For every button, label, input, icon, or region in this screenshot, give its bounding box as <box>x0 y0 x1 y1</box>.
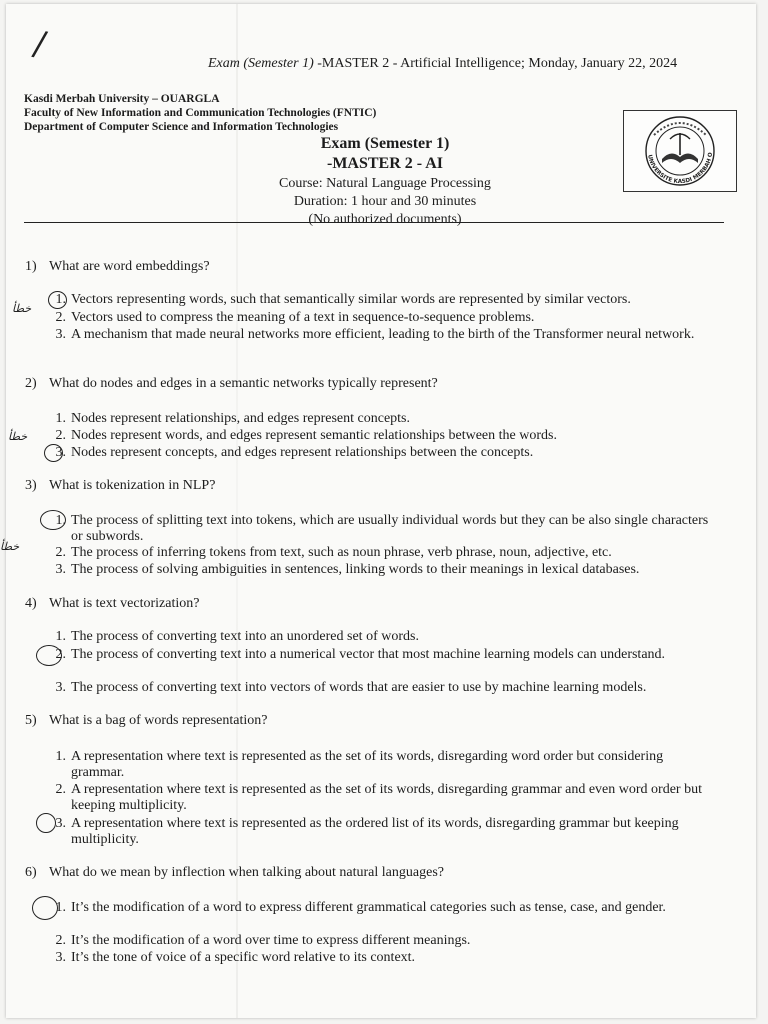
answer-circle-mark <box>40 510 66 530</box>
q5-option-2: 2. A representation where text is represented as the set of its words, disregarding grammar and even word order but keeping multiplicity. <box>55 782 702 813</box>
university-logo <box>623 110 737 192</box>
exam-title-block <box>240 134 530 228</box>
q6-option-1: 1. It’s the modification of a word to express different grammatical categories such as tense, case, and gender. <box>55 900 666 915</box>
department-name: Department of Computer Science and Information Technologies <box>24 121 339 133</box>
q2-option-1: 1. Nodes represent relationships, and edges represent concepts. <box>55 411 410 426</box>
answer-circle-mark <box>32 896 58 920</box>
q3-option-3: 3. The process of solving ambiguities in sentences, linking words to their meanings in lexical databases. <box>55 562 640 577</box>
question-text: What is text vectorization? <box>49 596 200 611</box>
header-divider <box>24 222 724 223</box>
margin-note-q3: خطأ <box>0 540 20 553</box>
q5-option-3: 3. A representation where text is represented as the ordered list of its words, disregarding grammar but keeping multiplicity. <box>55 816 679 847</box>
q3-option-2: 2. The process of inferring tokens from text, such as noun phrase, verb phrase, noun, adjective, etc. <box>55 545 612 560</box>
documents-rule: (No authorized documents) <box>308 212 462 227</box>
running-title-italic: Exam (Semester 1) <box>208 56 314 71</box>
question-text: What is a bag of words representation? <box>49 713 268 728</box>
answer-circle-mark <box>36 645 62 666</box>
question-text: What do we mean by inflection when talking about natural languages? <box>49 865 444 880</box>
svg-text:UNIVERSITE KASDI MERBAH OUARGL <box>624 111 714 185</box>
university-seal-icon <box>624 111 736 191</box>
running-header <box>208 56 677 72</box>
q1-option-2: 2. Vectors used to compress the meaning of a text in sequence-to-sequence problems. <box>55 310 535 325</box>
exam-duration: Duration: 1 hour and 30 minutes <box>293 194 477 209</box>
faculty-name: Faculty of New Information and Communication Technologies (FNTIC) <box>24 107 377 119</box>
institution-block <box>24 92 376 134</box>
q1-option-1: 1. Vectors representing words, such that semantically similar words are represented by similar vectors. <box>55 292 631 307</box>
question-5: 5) What is a bag of words representation? <box>25 713 268 728</box>
course-name: Course: Natural Language Processing <box>279 176 491 191</box>
q1-option-3: 3. A mechanism that made neural networks more efficient, leading to the birth of the Transformer neural network. <box>55 327 695 342</box>
university-name: Kasdi Merbah University – OUARGLA <box>24 93 220 105</box>
answer-circle-mark <box>36 813 56 833</box>
corner-pen-mark: / <box>29 23 50 65</box>
answer-circle-mark <box>48 291 67 309</box>
q6-option-3: 3. It’s the tone of voice of a specific word relative to its context. <box>55 950 416 965</box>
q4-option-3: 3. The process of converting text into vectors of words that are easier to use by machine learning models. <box>55 680 647 695</box>
running-title-rest: -MASTER 2 - Artificial Intelligence; Monday, January 22, 2024 <box>313 56 678 71</box>
q6-option-2: 2. It’s the modification of a word over time to express different meanings. <box>55 933 471 948</box>
q5-option-1: 1. A representation where text is represented as the set of its words, disregarding word order but considering grammar. <box>55 749 664 780</box>
exam-level: -MASTER 2 - AI <box>326 155 443 172</box>
question-1: 1) What are word embeddings? <box>25 259 210 274</box>
margin-note-q1: خطأ <box>12 302 32 315</box>
answer-circle-mark <box>44 444 63 462</box>
q2-option-2: 2. Nodes represent words, and edges represent semantic relationships between the words. <box>55 428 557 443</box>
seal-text: UNIVERSITE KASDI MERBAH O <box>646 152 715 186</box>
q3-option-1: 1. The process of splitting text into tokens, which are usually individual words but they can be also single characters or subwords. <box>55 513 709 544</box>
question-text: What do nodes and edges in a semantic networks typically represent? <box>49 376 438 391</box>
question-6: 6) What do we mean by inflection when talking about natural languages? <box>25 865 444 880</box>
q4-option-2: 2. The process of converting text into a numerical vector that most machine learning models can understand. <box>55 647 666 662</box>
question-2: 2) What do nodes and edges in a semantic networks typically represent? <box>25 376 438 391</box>
question-text: What is tokenization in NLP? <box>49 478 216 493</box>
q2-option-3: 3. Nodes represent concepts, and edges represent relationships between the concepts. <box>55 445 534 460</box>
q4-option-1: 1. The process of converting text into an unordered set of words. <box>55 629 419 644</box>
question-text: What are word embeddings? <box>49 259 210 274</box>
question-3: 3) What is tokenization in NLP? <box>25 478 216 493</box>
margin-note-q2: خطأ <box>8 430 28 443</box>
exam-title: Exam (Semester 1) <box>320 135 450 152</box>
question-4: 4) What is text vectorization? <box>25 596 200 611</box>
